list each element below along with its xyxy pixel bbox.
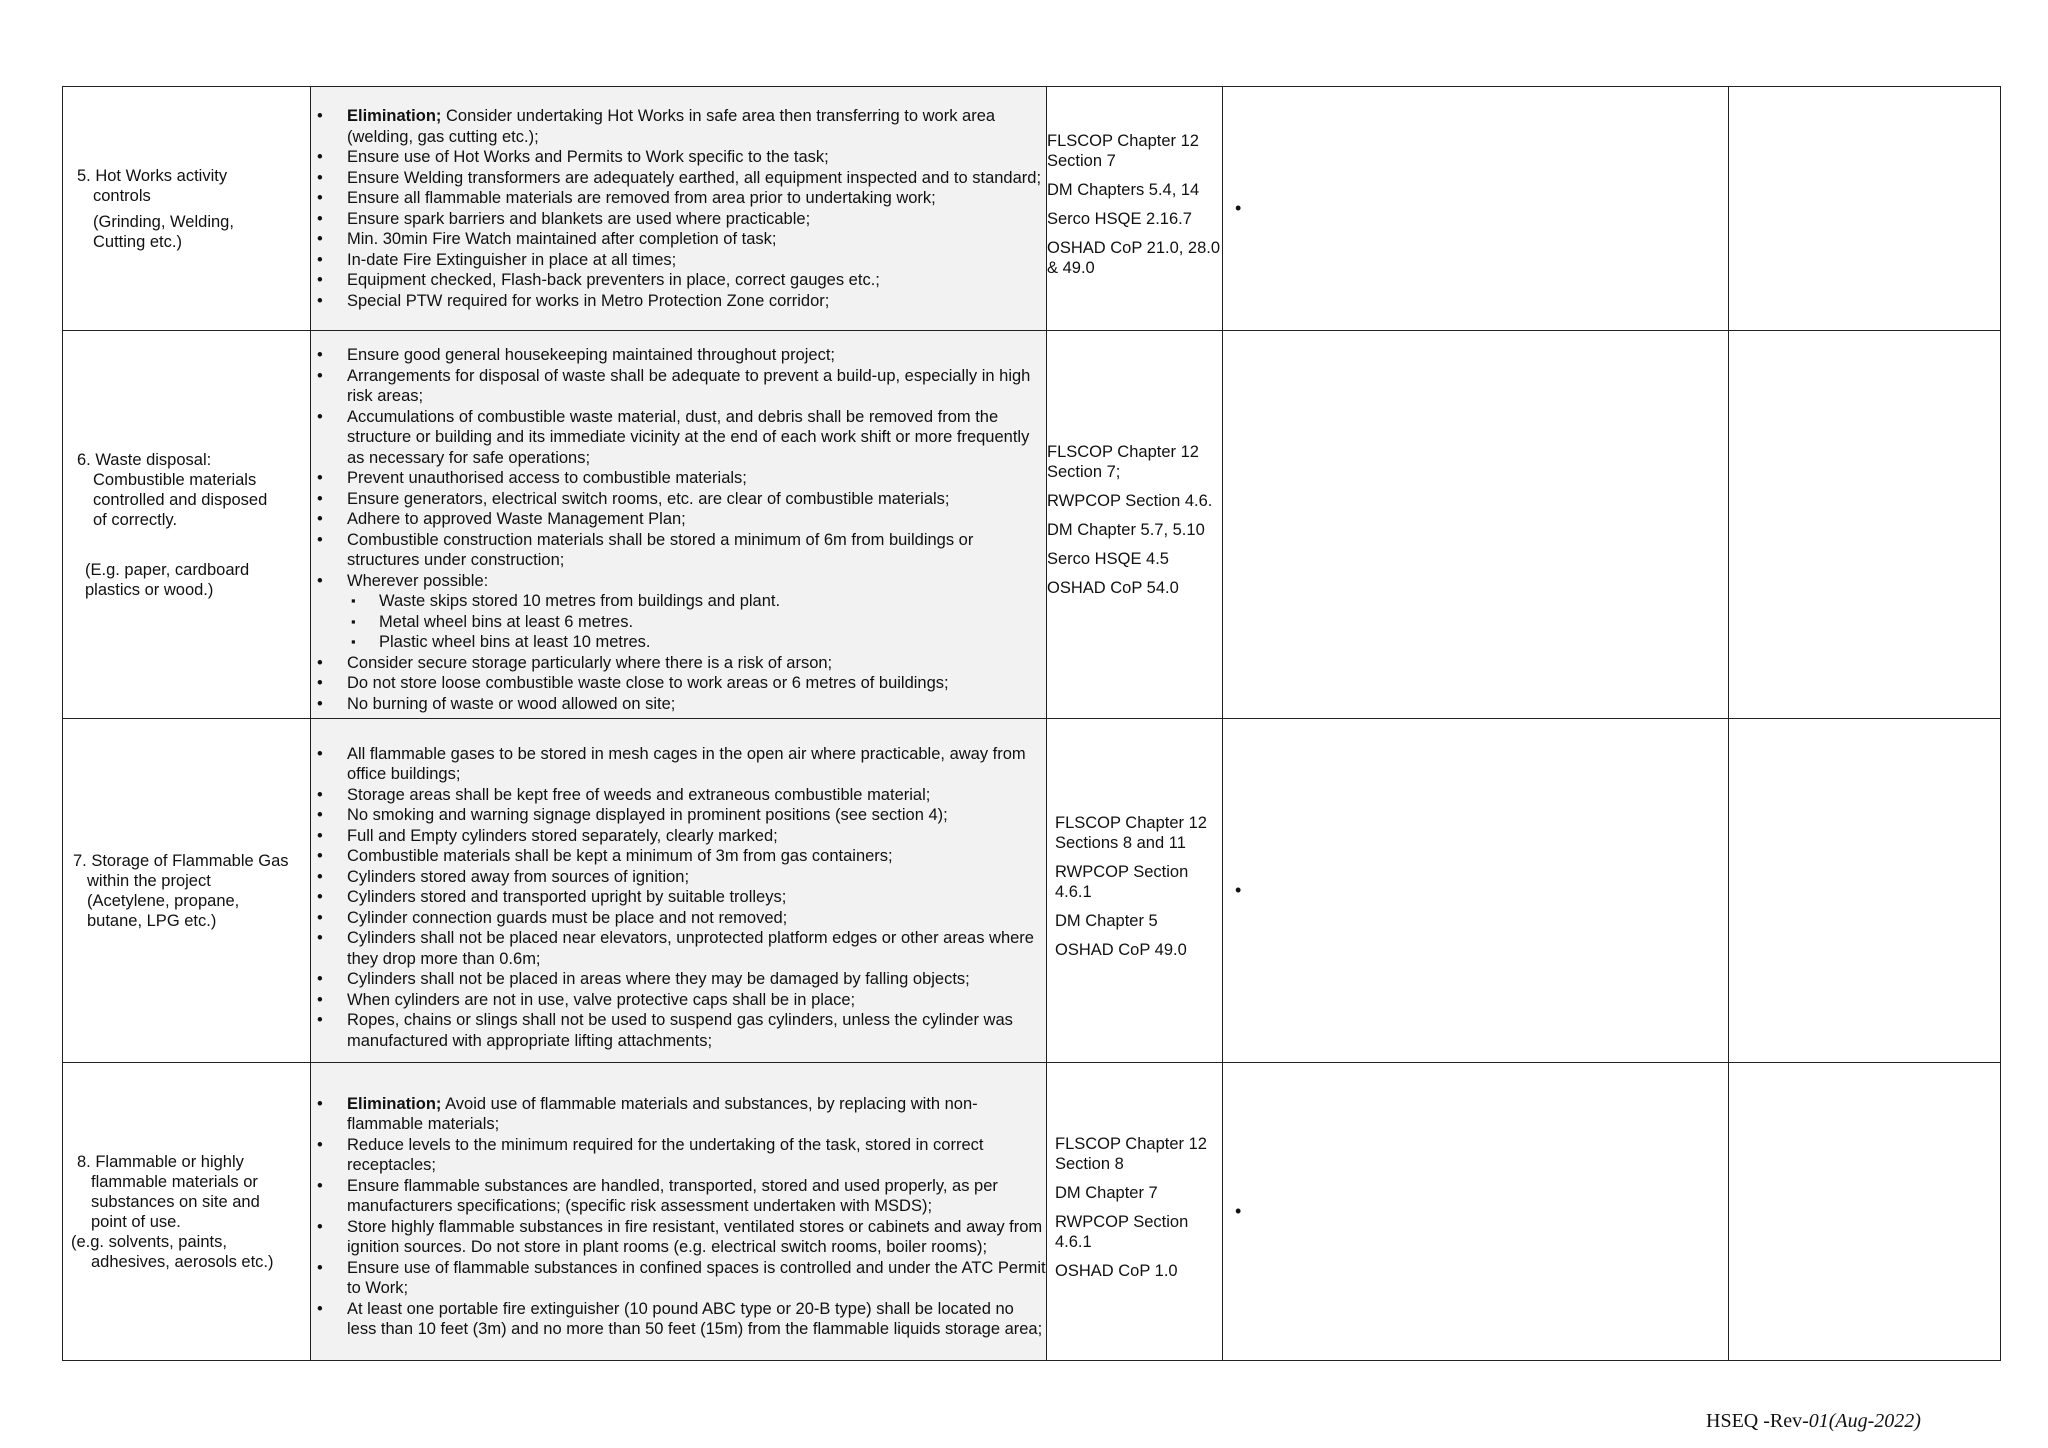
list-item xyxy=(311,407,1046,469)
reference-cell xyxy=(1047,331,1223,719)
elimination-label: Elimination; xyxy=(347,107,442,125)
reference-cell xyxy=(1047,719,1223,1063)
list-item-text: Full and Empty cylinders stored separately, clearly marked; xyxy=(347,826,778,845)
list-item xyxy=(311,229,1046,250)
list-item-text: Ensure spark barriers and blankets are used where practicable; xyxy=(347,209,811,228)
list-item xyxy=(311,867,1046,888)
hazard-cell xyxy=(63,1063,311,1361)
bullet-marker: • xyxy=(1235,880,1242,900)
list-item-text: Reduce levels to the minimum required for the undertaking of the task, stored in correct receptacles; xyxy=(347,1135,984,1174)
list-item-text: In-date Fire Extinguisher in place at all times; xyxy=(347,250,677,269)
reference-text: OSHAD CoP 49.0 xyxy=(1055,940,1187,959)
reference-cell xyxy=(1047,1063,1223,1361)
hazard-text: 5. Hot Works activity xyxy=(77,166,228,185)
hazard-text: Cutting etc.) xyxy=(93,232,182,251)
list-item-text: Equipment checked, Flash-back preventers in place, correct gauges etc.; xyxy=(347,271,880,289)
list-item-text: Special PTW required for works in Metro Protection Zone corridor; xyxy=(347,291,830,310)
reference-text: RWPCOP Section 4.6.1 xyxy=(1055,1212,1189,1251)
reference-text: Serco HSQE 2.16.7 xyxy=(1047,209,1192,228)
additional-controls-cell xyxy=(1223,1063,1729,1361)
hazard-text: Combustible materials xyxy=(93,470,257,489)
list-item-text: No smoking and warning signage displayed in prominent positions (see section 4); xyxy=(347,806,948,825)
list-item-text: All flammable gases to be stored in mesh cages in the open air where practicable, away from office buildings; xyxy=(347,744,1026,784)
reference-text: RWPCOP Section 4.6. xyxy=(1047,492,1213,510)
list-item xyxy=(311,1258,1046,1299)
elimination-label: Elimination; xyxy=(347,1094,442,1113)
list-item-text: Adhere to approved Waste Management Plan; xyxy=(347,510,686,528)
bullet-marker xyxy=(1223,514,1235,534)
reference-text: OSHAD CoP 1.0 xyxy=(1055,1261,1178,1280)
list-item-text: Consider secure storage particularly where there is a risk of arson; xyxy=(347,653,833,672)
control-list xyxy=(311,106,1046,311)
footer-revision-prefix: HSEQ -Rev- xyxy=(1706,1410,1809,1432)
reference-text: DM Chapters 5.4, 14 xyxy=(1047,180,1200,199)
list-item xyxy=(311,168,1046,189)
list-item xyxy=(311,826,1046,847)
list-item xyxy=(311,990,1046,1011)
list-item xyxy=(311,1217,1046,1258)
reference-text: FLSCOP Chapter 12 Section 8 xyxy=(1055,1134,1207,1173)
list-item xyxy=(311,1299,1046,1340)
list-item-text: Avoid use of flammable materials and substances, by replacing with non-flammable materials; xyxy=(347,1094,978,1133)
list-item xyxy=(311,147,1046,168)
list-item-text: When cylinders are not in use, valve protective caps shall be in place; xyxy=(347,990,856,1009)
reference-text: Serco HSQE 4.5 xyxy=(1047,550,1169,568)
control-measures-cell xyxy=(311,719,1047,1063)
list-item xyxy=(311,887,1046,908)
list-item-text: Cylinders shall not be placed near elevators, unprotected platform edges or other areas where they drop more than 0.6m; xyxy=(347,929,1034,968)
list-item-text: Ensure flammable substances are handled, transported, stored and used properly, as per manufacturers specifications; (specific risk assessment undertaken with MSDS); xyxy=(347,1176,998,1215)
reference-text: OSHAD CoP 54.0 xyxy=(1047,579,1179,597)
control-list xyxy=(311,345,1046,714)
hazard-text: point of use. xyxy=(91,1212,181,1231)
list-item xyxy=(311,530,1046,571)
list-item-text: Do not store loose combustible waste close to work areas or 6 metres of buildings; xyxy=(347,674,949,692)
list-item-text: Combustible materials shall be kept a minimum of 3m from gas containers; xyxy=(347,847,893,866)
list-item-text: Prevent unauthorised access to combustible materials; xyxy=(347,469,747,487)
hazard-text: 7. Storage of Flammable Gas xyxy=(73,851,289,870)
list-item-text: Store highly flammable substances in fire resistant, ventilated stores or cabinets and away from ignition sources. Do not store in plant rooms (e.g. electrical switch rooms, boiler rooms); xyxy=(347,1217,1043,1256)
list-item-text: Ensure generators, electrical switch rooms, etc. are clear of combustible materials; xyxy=(347,489,950,508)
hazard-text: substances on site and xyxy=(91,1192,260,1211)
control-measures-cell xyxy=(311,331,1047,719)
list-item xyxy=(311,1176,1046,1217)
table-row xyxy=(63,1063,2001,1361)
list-item xyxy=(311,744,1046,785)
list-item xyxy=(311,805,1046,826)
footer-revision-date: 01(Aug-2022) xyxy=(1808,1410,1921,1432)
hazard-text: (e.g. solvents, paints, xyxy=(71,1232,227,1251)
empty-cell xyxy=(1729,87,2001,331)
reference-text: FLSCOP Chapter 12 Sections 8 and 11 xyxy=(1055,813,1207,852)
hazard-cell xyxy=(63,87,311,331)
reference-text: FLSCOP Chapter 12 Section 7 xyxy=(1047,131,1199,170)
list-item-text: Cylinders shall not be placed in areas where they may be damaged by falling objects; xyxy=(347,970,970,989)
list-item xyxy=(311,366,1046,407)
list-item xyxy=(311,928,1046,969)
list-item xyxy=(311,270,1046,291)
list-item xyxy=(311,846,1046,867)
sub-list-item: ▪ Waste skips stored 10 metres from buildings and plant. xyxy=(347,591,1046,612)
hazard-text: 8. Flammable or highly xyxy=(77,1152,244,1171)
reference-text: DM Chapter 5.7, 5.10 xyxy=(1047,521,1205,539)
list-item-text: Combustible construction materials shall be stored a minimum of 6m from buildings or structures under construction; xyxy=(347,530,974,569)
list-item-text: Cylinder connection guards must be place and not removed; xyxy=(347,908,788,927)
list-item-text: No burning of waste or wood allowed on site; xyxy=(347,694,676,713)
list-item-text: Consider undertaking Hot Works in safe area then transferring to work area (welding, gas cutting etc.); xyxy=(347,107,996,146)
hazard-text: (Grinding, Welding, xyxy=(93,212,234,231)
list-item-text: Ensure good general housekeeping maintained throughout project; xyxy=(347,346,836,364)
document-footer xyxy=(1706,1410,1921,1433)
hazard-text: flammable materials or xyxy=(91,1172,258,1191)
hazard-text: butane, LPG etc.) xyxy=(87,911,217,930)
sub-list xyxy=(347,591,1046,653)
empty-cell xyxy=(1729,331,2001,719)
sub-list-item: ▪ Plastic wheel bins at least 10 metres. xyxy=(347,632,1046,653)
hazard-text: (Acetylene, propane, xyxy=(87,891,240,910)
empty-cell xyxy=(1729,1063,2001,1361)
list-item-text: Min. 30min Fire Watch maintained after completion of task; xyxy=(347,230,777,248)
hazard-text: plastics or wood.) xyxy=(85,580,214,599)
list-item xyxy=(311,653,1046,674)
hazard-text: adhesives, aerosols etc.) xyxy=(91,1252,274,1271)
table-row xyxy=(63,719,2001,1063)
list-item xyxy=(311,969,1046,990)
list-item-text: Cylinders stored away from sources of ignition; xyxy=(347,867,690,886)
list-item-text: Storage areas shall be kept free of weeds and extraneous combustible material; xyxy=(347,785,931,804)
list-item xyxy=(311,1094,1046,1135)
list-item xyxy=(311,1135,1046,1176)
hazard-text: 6. Waste disposal: xyxy=(77,450,212,469)
hazard-cell xyxy=(63,719,311,1063)
reference-text: DM Chapter 5 xyxy=(1055,911,1158,930)
list-item-text: Ensure use of Hot Works and Permits to Work specific to the task; xyxy=(347,148,829,166)
empty-cell xyxy=(1729,719,2001,1063)
control-measures-cell xyxy=(311,87,1047,331)
list-item xyxy=(311,1010,1046,1051)
sub-list-item: ▪ Metal wheel bins at least 6 metres. xyxy=(347,612,1046,633)
table-row xyxy=(63,87,2001,331)
reference-text: RWPCOP Section 4.6.1 xyxy=(1055,862,1189,901)
list-item xyxy=(311,106,1046,147)
list-item xyxy=(311,188,1046,209)
reference-cell xyxy=(1047,87,1223,331)
additional-controls-cell xyxy=(1223,87,1729,331)
hazard-text: within the project xyxy=(87,871,211,890)
list-item xyxy=(311,489,1046,510)
hazard-text: (E.g. paper, cardboard xyxy=(85,560,250,579)
table-row xyxy=(63,331,2001,719)
list-item xyxy=(311,908,1046,929)
hazard-text: controlled and disposed xyxy=(93,490,268,509)
list-item-text: At least one portable fire extinguisher (10 pound ABC type or 20-B type) shall be located no less than 10 feet (3m) and no more than 50 feet (15m) from the flammable liquids storage area; xyxy=(347,1299,1043,1338)
list-item-text: Accumulations of combustible waste material, dust, and debris shall be removed from the structure or building and its immediate vicinity at the end of each work shift or more frequently as necessary for safe operations; xyxy=(347,407,1030,467)
list-item xyxy=(311,291,1046,312)
list-item-text: Ensure Welding transformers are adequately earthed, all equipment inspected and to standard; xyxy=(347,168,1042,187)
reference-text: FLSCOP Chapter 12 Section 7; xyxy=(1047,443,1199,481)
bullet-marker: • xyxy=(1235,198,1242,218)
list-item xyxy=(311,209,1046,230)
hazard-text: controls xyxy=(93,186,151,205)
hazard-text: of correctly. xyxy=(93,510,178,529)
list-item xyxy=(311,250,1046,271)
list-item xyxy=(311,509,1046,530)
hazard-cell xyxy=(63,331,311,719)
list-item-text: Ensure use of flammable substances in confined spaces is controlled and under the ATC Permit to Work; xyxy=(347,1258,1046,1297)
additional-controls-cell xyxy=(1223,719,1729,1063)
control-measures-cell xyxy=(311,1063,1047,1361)
list-item-text: Cylinders stored and transported upright by suitable trolleys; xyxy=(347,888,787,907)
list-item-text: Ensure all flammable materials are removed from area prior to undertaking work; xyxy=(347,189,936,207)
reference-text: DM Chapter 7 xyxy=(1055,1183,1158,1202)
bullet-marker: • xyxy=(1235,1201,1242,1221)
list-item-text: Arrangements for disposal of waste shall be adequate to prevent a build-up, especially in high risk areas; xyxy=(347,366,1031,405)
risk-assessment-table xyxy=(62,86,2001,1361)
list-item-text: Wherever possible: xyxy=(347,571,489,590)
list-item-text: Ropes, chains or slings shall not be used to suspend gas cylinders, unless the cylinder was manufactured with appropriate lifting attachments; xyxy=(347,1011,1013,1050)
list-item xyxy=(311,345,1046,366)
list-item xyxy=(311,785,1046,806)
reference-text: OSHAD CoP 21.0, 28.0 & 49.0 xyxy=(1047,238,1221,277)
additional-controls-cell xyxy=(1223,331,1729,719)
control-list xyxy=(311,1094,1046,1340)
list-item xyxy=(311,468,1046,489)
list-item xyxy=(311,694,1046,715)
control-list xyxy=(311,744,1046,1052)
list-item xyxy=(311,673,1046,694)
list-item xyxy=(311,571,1046,653)
